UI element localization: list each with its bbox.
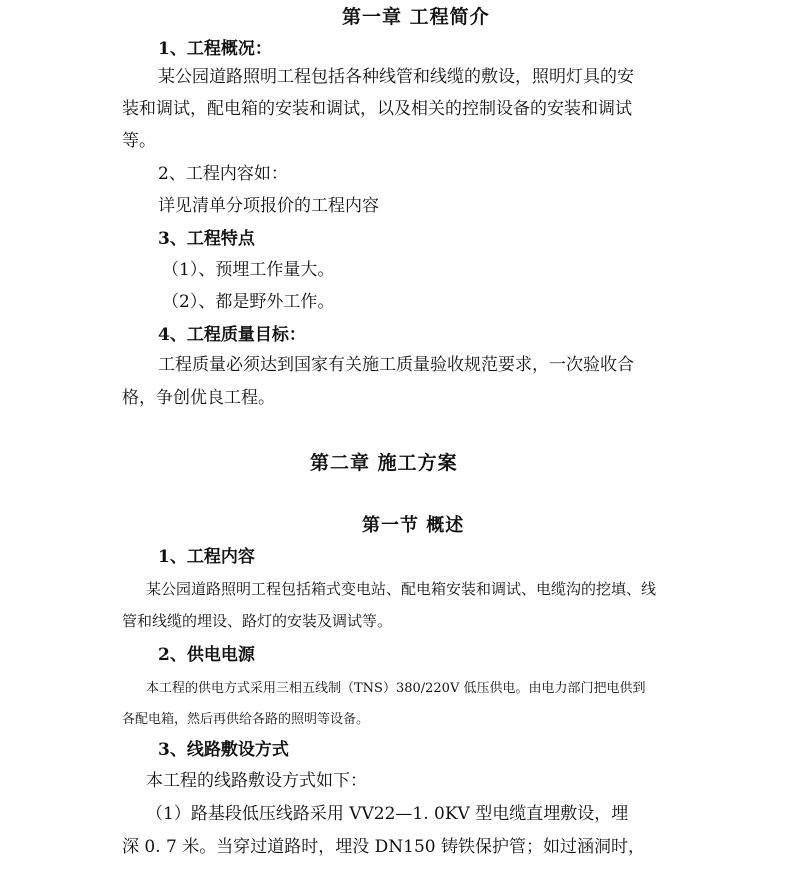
paragraph-line: 某公园道路照明工程包括箱式变电站、配电箱安装和调试、电缆沟的挖填、线 [146,580,657,598]
section-2-heading: 2、工程内容如： [158,164,288,184]
paragraph-line: 等。 [122,131,156,151]
paragraph-line: 格，争创优良工程。 [122,388,275,408]
section-title: 第一节 概述 [362,515,465,536]
section-4-heading: 4、工程质量目标： [158,325,306,345]
paragraph-line: 某公园道路照明工程包括各种线管和线缆的敷设，照明灯具的安 [158,67,634,87]
paragraph-line: 深 0. 7 米。当穿过道路时，埋没 DN150 铸铁保护管；如过涵洞时， [122,837,646,857]
paragraph-line: 各配电箱，然后再供给各路的照明等设备。 [122,712,370,727]
power-supply-heading: 2、供电电源 [158,645,255,665]
section-1-heading: 1、工程概况： [158,39,272,59]
list-item: （2）、都是野外工作。 [162,292,335,312]
paragraph-line: 详见清单分项报价的工程内容 [158,196,379,216]
paragraph-line: （1）路基段低压线路采用 VV22—1. 0KV 型电缆直埋敷设，埋 [146,804,629,824]
list-item: （1）、预埋工作量大。 [162,260,335,280]
paragraph-line: 本工程的供电方式采用三相五线制（TNS）380/220V 低压供电。由电力部门把电供到 [146,681,646,696]
paragraph-line: 本工程的线路敷设方式如下： [146,771,367,791]
section-3-heading: 3、工程特点 [158,229,255,249]
chapter-2-title: 第二章 施工方案 [310,452,458,474]
chapter-1-title: 第一章 工程简介 [342,6,490,28]
paragraph-line: 装和调试，配电箱的安装和调试，以及相关的控制设备的安装和调试 [122,99,632,119]
paragraph-line: 管和线缆的埋设、路灯的安装及调试等。 [122,612,393,630]
paragraph-line: 工程质量必须达到国家有关施工质量验收规范要求，一次验收合 [158,355,634,375]
wiring-heading: 3、线路敷设方式 [158,740,289,760]
content-heading: 1、工程内容 [158,547,255,567]
